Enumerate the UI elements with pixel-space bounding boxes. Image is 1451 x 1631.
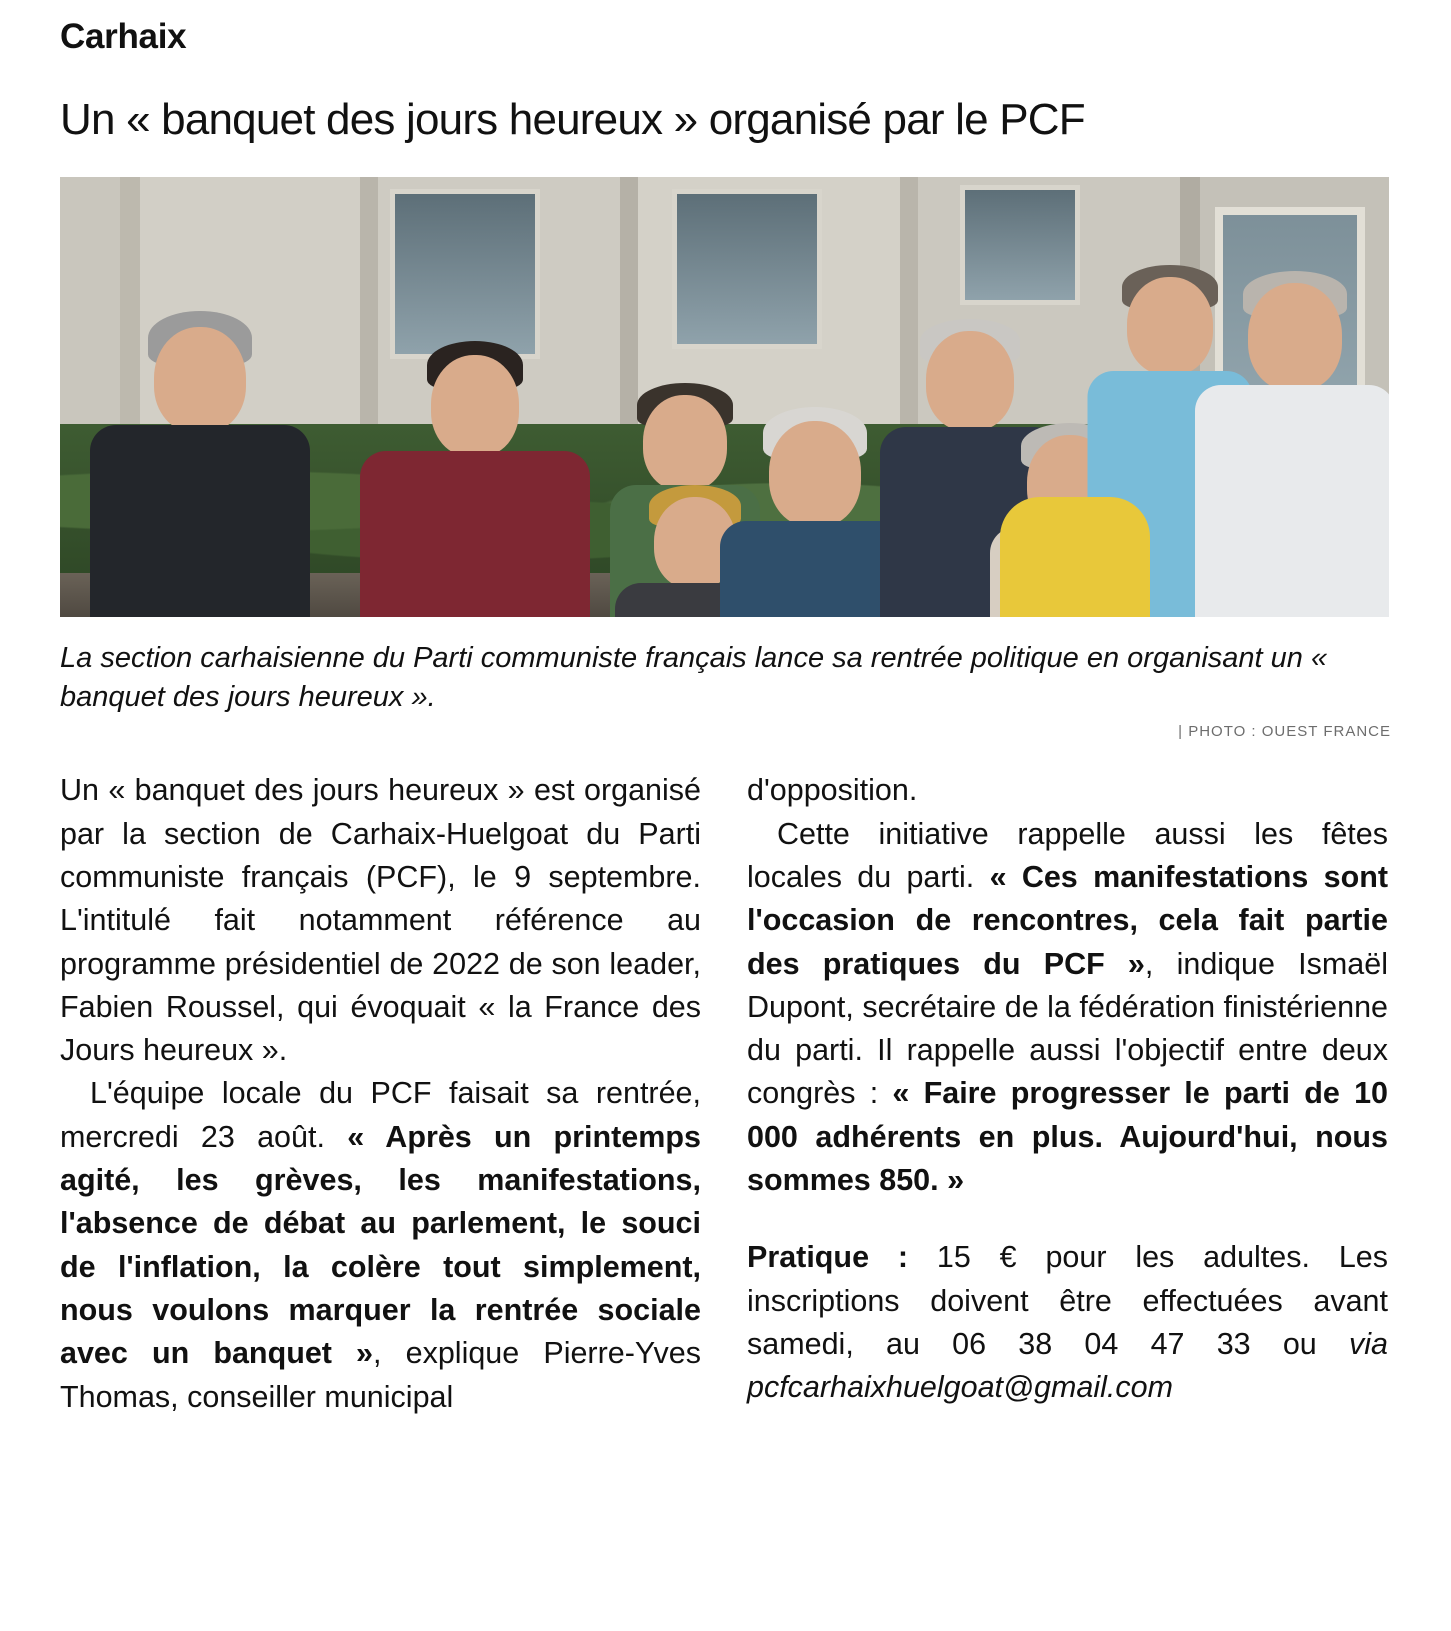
article-body (60, 769, 1391, 1418)
article-kicker: Carhaix (60, 17, 187, 56)
pull-quote: « Après un printemps agité, les grèves, les manifestations, l'absence de débat au parlement, le souci de l'inflation, la colère tout simplement, nous voulons marquer la rentrée sociale avec un banquet » (60, 1119, 701, 1371)
paragraph (60, 769, 701, 1072)
paragraph-text: d'opposition. (747, 773, 918, 808)
paragraph-text: , explique Pierre-Yves Thomas, conseiller municipal (60, 1336, 701, 1414)
paragraph-text: Cette initiative rappelle aussi les fêtes locales du parti. (747, 816, 1388, 894)
photo-window (960, 185, 1080, 305)
photo-person (1195, 287, 1389, 617)
paragraph (747, 769, 1388, 812)
photo-person (360, 327, 590, 617)
paragraph-text: Un « banquet des jours heureux » est organisé par la section de Carhaix-Huelgoat du Parti communiste français (PCF), le 9 septembre. L'intitulé fait notamment référence au programme présidentiel de 2022 de son leader, Fabien Roussel, qui évoquait « la France des Jours heureux ». (60, 773, 701, 1068)
paragraph-text: , indique Ismaël Dupont, secrétaire de la fédération finistérienne du parti. Il rappelle aussi l'objectif entre deux congrès : (747, 946, 1388, 1111)
photo-person (90, 317, 310, 617)
photo-credit: | PHOTO : OUEST FRANCE (1178, 723, 1391, 740)
pull-quote: « Ces manifestations sont l'occasion de rencontres, cela fait partie des pratiques du PCF » (747, 859, 1388, 981)
paragraph (747, 813, 1388, 1203)
practical-text: 15 € pour les adultes. Les inscriptions doivent être effectuées avant samedi, au 06 38 04 47 33 ou (747, 1240, 1388, 1361)
practical-info (747, 1236, 1388, 1409)
photo-window (672, 189, 822, 349)
paragraph-text: L'équipe locale du PCF faisait sa rentrée, mercredi 23 août. (60, 1076, 701, 1154)
photo-stroller (1000, 497, 1150, 617)
column-left (60, 769, 701, 1418)
article-page (0, 18, 1451, 1631)
page-title: Un « banquet des jours heureux » organisé par le PCF (60, 94, 1085, 144)
photo-caption: La section carhaisienne du Parti communiste français lance sa rentrée politique en organisant un « banquet des jours heureux ». (60, 642, 1328, 714)
paragraph (60, 1072, 701, 1418)
column-right (747, 769, 1388, 1418)
article-photo (60, 177, 1389, 617)
pull-quote: « Faire progresser le parti de 10 000 adhérents en plus. Aujourd'hui, nous sommes 850. » (747, 1076, 1388, 1198)
contact-email[interactable]: via pcfcarhaixhuelgoat@gmail.com (747, 1326, 1388, 1405)
paragraph-spacer (747, 1202, 1388, 1236)
practical-label: Pratique : (747, 1240, 909, 1275)
